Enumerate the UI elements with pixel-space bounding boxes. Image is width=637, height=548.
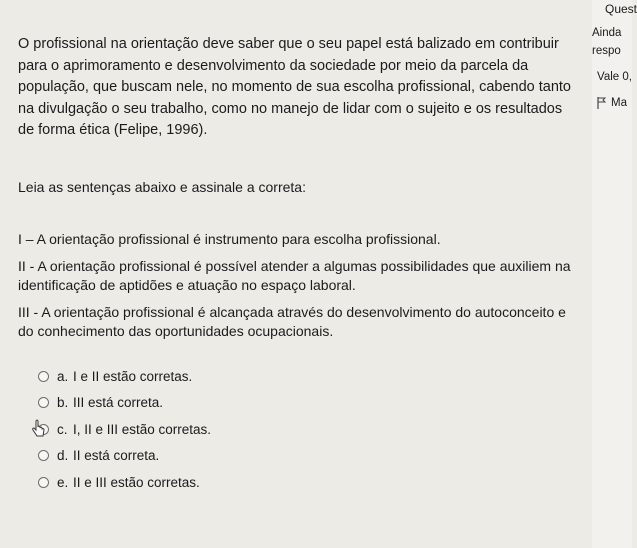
option-d-letter: d. [57,448,69,463]
status-text-line1: Ainda [592,27,622,39]
question-info-title: Quest [605,2,637,16]
statements-list [18,230,578,349]
mouse-cursor-icon [32,420,46,438]
option-a[interactable] [38,364,211,388]
question-info-panel [592,0,637,548]
option-c-text: I, II e III estão corretas. [73,421,212,437]
status-text-line2: respo [592,45,621,57]
statement-2: II - A orientação profissional é possível atender a algumas possibilidades que auxiliem na identificação de aptidões e atuação no espaço laboral. [18,257,571,293]
option-c[interactable] [38,417,211,441]
option-b-letter: b. [57,395,69,410]
flag-label: Ma [611,97,627,109]
option-d[interactable] [38,444,211,468]
radio-e[interactable] [38,477,49,488]
option-b-text: III está correta. [73,395,164,410]
question-panel [18,34,578,339]
radio-a[interactable] [38,371,49,382]
option-c-letter: c. [57,421,68,437]
flag-icon [597,97,607,109]
option-e[interactable] [38,470,211,494]
option-d-text: II está correta. [73,448,160,463]
radio-b[interactable] [38,397,49,408]
option-e-letter: e. [57,474,69,490]
option-a-text: I e II estão corretas. [73,368,193,384]
answer-options [38,364,211,497]
flag-question-link[interactable] [597,97,627,109]
statement-3: III - A orientação profissional é alcançada através do desenvolvimento do autoconceito e do conhecimento das oportunidades ocupacionais. [18,303,566,339]
question-text: O profissional na orientação deve saber que o seu papel está balizado em contribuir para o aprimoramento e desenvolvimento da sociedade por meio da parcela da população, que buscam nele, no momento de sua escolha profissional, cabendo tanto na divulgação o seu trabalho, como no manejo de lidar com o sujeito e os resultados de forma ética (Felipe, 1996). [18,36,571,138]
statement-1: I – A orientação profissional é instrumento para escolha profissional. [18,231,441,247]
option-b[interactable] [38,391,211,415]
option-a-letter: a. [57,368,69,384]
option-e-text: II e III estão corretas. [73,474,200,490]
radio-d[interactable] [38,450,49,461]
grade-text: Vale 0, [597,71,632,83]
question-instruction: Leia as sentenças abaixo e assinale a correta: [18,179,306,195]
